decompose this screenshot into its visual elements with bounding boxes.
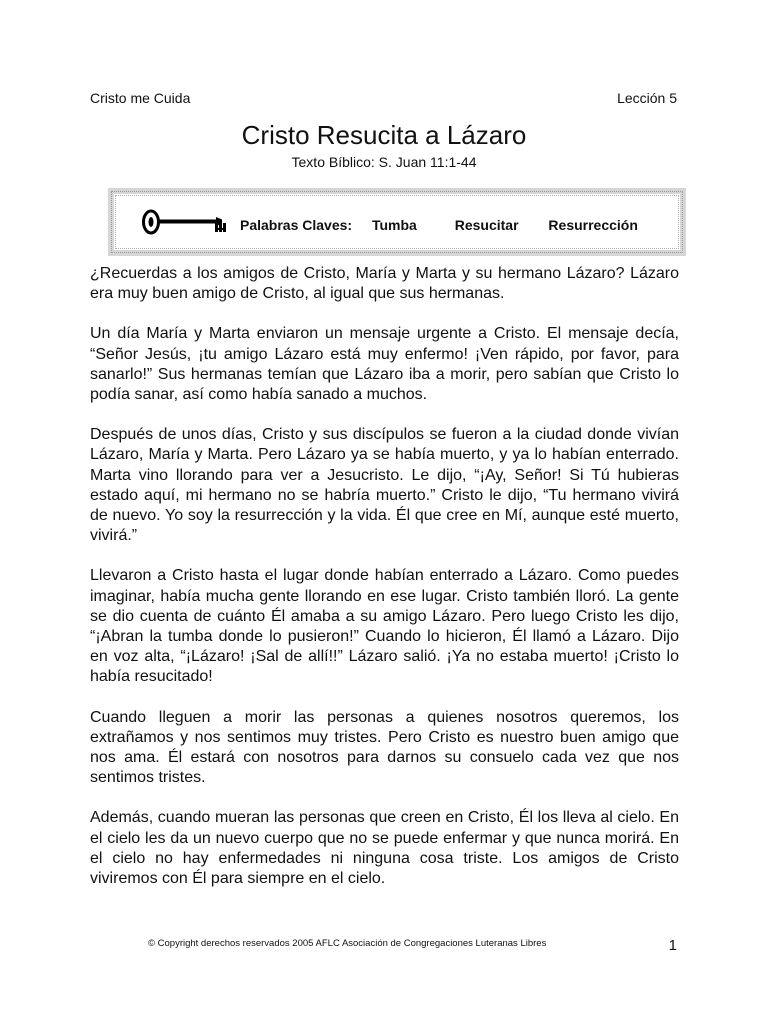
keywords-label: Palabras Claves:	[240, 217, 353, 233]
paragraph: ¿Recuerdas a los amigos de Cristo, María y Marta y su hermano Lázaro? Lázaro era muy buen amigo de Cristo, al igual que sus hermanas.	[90, 265, 679, 303]
keyword-resurreccion: Resurrección	[548, 217, 638, 233]
keywords-row	[240, 217, 638, 233]
paragraph: Llevaron a Cristo hasta el lugar donde habían enterrado a Lázaro. Como puedes imaginar, había mucha gente llorando en ese lugar. Cristo también lloró. La gente se dio cuenta de cuánto Él amaba a su amigo Lázaro. Pero luego Cristo les dijo, “¡Abran la tumba donde lo pusieron!” Cuando lo hicieron, Él llamó a Lázaro. Dijo en voz alta, “¡Lázaro! ¡Sal de allí!!” Lázaro salió. ¡Ya no estaba muerto! ¡Cristo lo había resucitado!	[90, 567, 679, 686]
story-text	[90, 264, 679, 909]
page-title: Cristo Resucita a Lázaro	[241, 120, 527, 150]
lesson-number: Lección 5	[617, 90, 677, 106]
page-number: 1	[668, 937, 677, 954]
series-title: Cristo me Cuida	[90, 90, 191, 106]
keyword-tumba: Tumba	[371, 217, 417, 233]
paragraph: Cuando lleguen a morir las personas a quienes nosotros queremos, los extrañamos y nos sentimos muy tristes. Pero Cristo es nuestro buen amigo que nos ama. Él estará con nosotros para darnos su consuelo cada vez que nos sentimos tristes.	[90, 708, 679, 787]
paragraph: Después de unos días, Cristo y sus discípulos se fueron a la ciudad donde vivían Lázaro, María y Marta. Pero Lázaro ya se había muerto, y ya lo habían enterrado. Marta vino llorando para ver a Jesucristo. Le dijo, “¡Ay, Señor! Si Tú hubieras estado aquí, mi hermano no se habría muerto.” Cristo le dijo, “Tu hermano vivirá de nuevo. Yo soy la resurrección y la vida. Él que cree en Mí, aunque esté muerto, vivirá.”	[90, 426, 679, 545]
copyright-footer: © Copyright derechos reservados 2005 AFLC Asociación de Congregaciones Luteranas Libres	[148, 938, 547, 949]
paragraph: Además, cuando mueran las personas que creen en Cristo, Él los lleva al cielo. En el cielo les da un nuevo cuerpo que no se puede enfermar y que nunca morirá. En el cielo no hay enfermedades ni ninguna cosa triste. Los amigos de Cristo viviremos con Él para siempre en el cielo.	[90, 809, 679, 888]
bible-reference: Texto Bíblico: S. Juan 11:1-44	[291, 154, 477, 170]
keywords-box	[108, 188, 686, 256]
paragraph: Un día María y Marta enviaron un mensaje urgente a Cristo. El mensaje decía, “Señor Jesús, ¡tu amigo Lázaro está muy enfermo! ¡Ven rápido, por favor, para sanarlo!” Sus hermanas temían que Lázaro iba a morir, pero sabían que Cristo lo podía sanar, así como había sanado a muchos.	[90, 325, 679, 404]
keyword-resucitar: Resucitar	[454, 217, 519, 233]
key-icon	[142, 206, 232, 238]
